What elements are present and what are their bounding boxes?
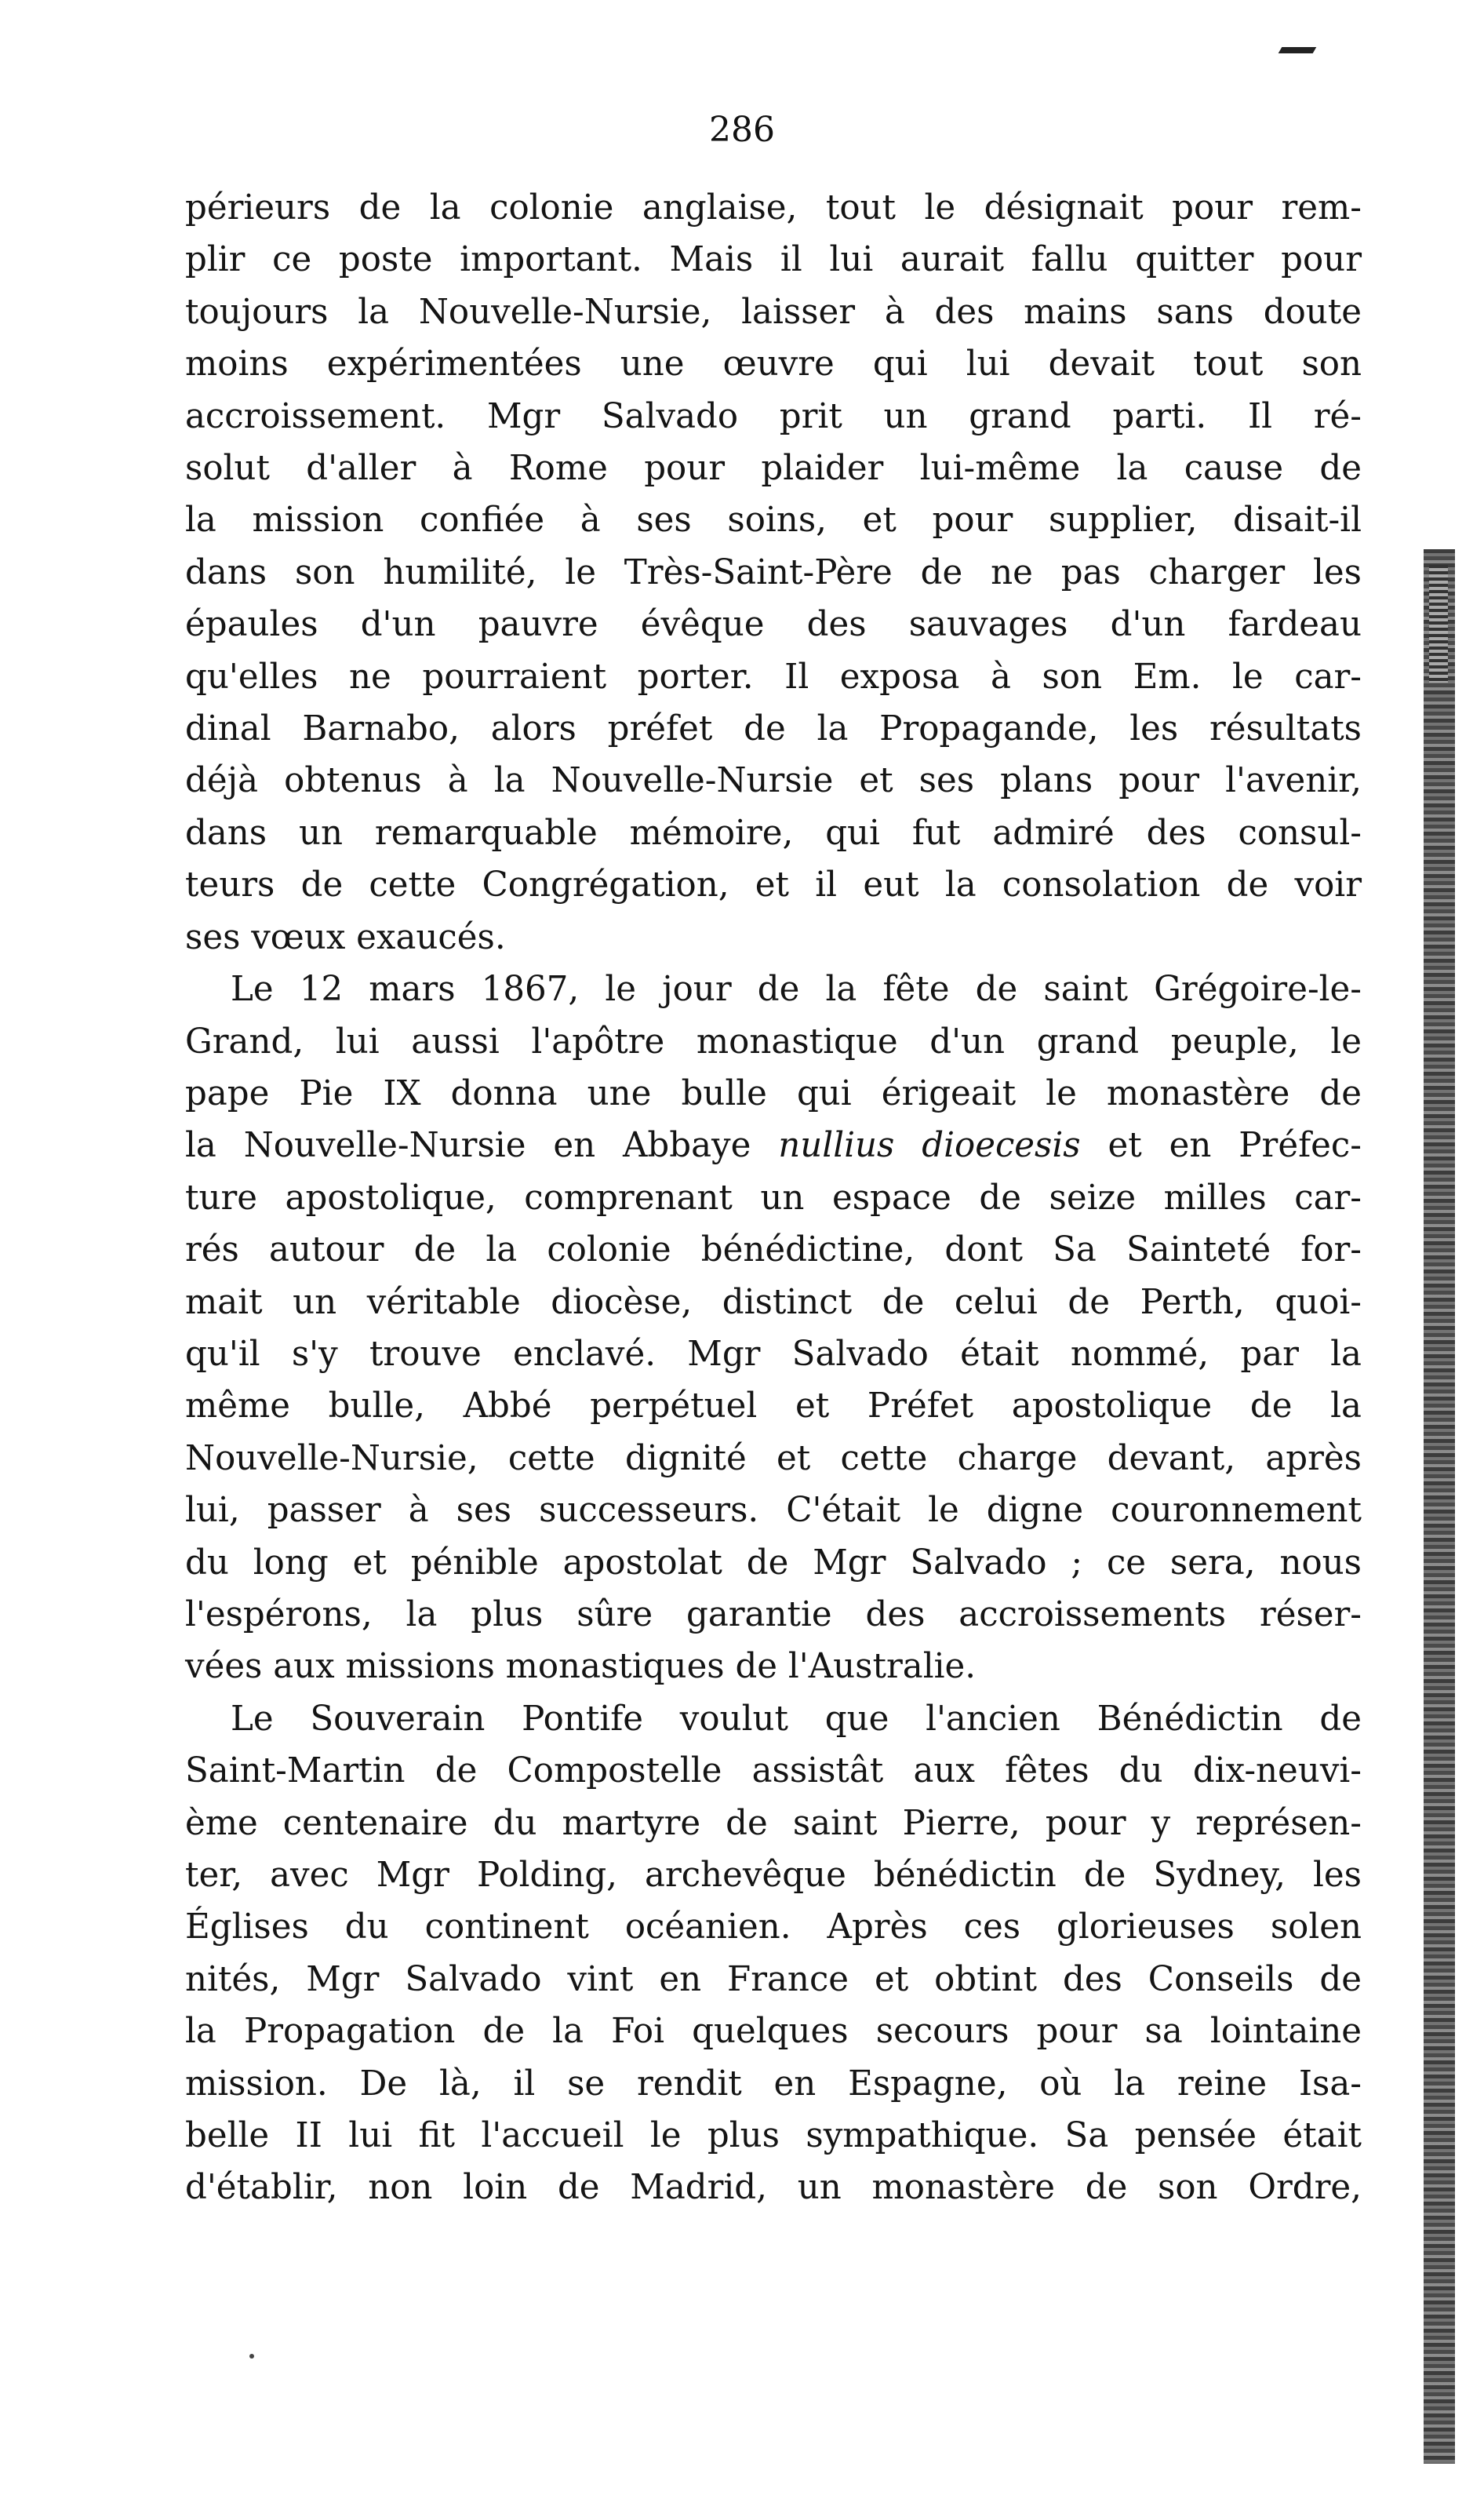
text-line: rés autour de la colonie bénédictine, dont Sa Sainteté for- (185, 1230, 1362, 1270)
text-line: même bulle, Abbé perpétuel et Préfet apostolique de la (185, 1386, 1362, 1426)
text-line: Églises du continent océanien. Après ces glorieuses solen (185, 1907, 1362, 1947)
text-line: ture apostolique, comprenant un espace de seize milles car- (185, 1178, 1362, 1218)
text-line: lui, passer à ses successeurs. C'était le digne couronnement (185, 1491, 1362, 1531)
text-line: mission. De là, il se rendit en Espagne, où la reine Isa- (185, 2064, 1362, 2104)
text-line: Grand, lui aussi l'apôtre monastique d'un grand peuple, le (185, 1022, 1362, 1062)
text-line: l'espérons, la plus sûre garantie des accroissements réser- (185, 1594, 1362, 1634)
page-edge-shadow-top (1429, 565, 1448, 683)
text-line: du long et pénible apostolat de Mgr Salvado ; ce sera, nous (185, 1543, 1362, 1583)
text-line: la Nouvelle-Nursie en Abbaye nullius dioecesis et en Préfec- (185, 1126, 1362, 1166)
text-line: Le 12 mars 1867, le jour de la fête de saint Grégoire-le- (231, 970, 1362, 1010)
text-line: solut d'aller à Rome pour plaider lui-même la cause de (185, 449, 1362, 489)
text-line: pape Pie IX donna une bulle qui érigeait le monastère de (185, 1073, 1362, 1113)
text-line: mait un véritable diocèse, distinct de celui de Perth, quoi- (185, 1282, 1362, 1322)
text-line: vées aux missions monastiques de l'Australie. (185, 1647, 977, 1687)
text-line: accroissement. Mgr Salvado prit un grand parti. Il ré- (185, 396, 1362, 436)
text-line: la mission confiée à ses soins, et pour supplier, disait-il (185, 501, 1362, 541)
text-line: ème centenaire du martyre de saint Pierre, pour y représen- (185, 1803, 1362, 1843)
text-line: épaules d'un pauvre évêque des sauvages d'un fardeau (185, 605, 1362, 645)
page-number: 286 (709, 110, 775, 150)
text-line: belle II lui fit l'accueil le plus sympathique. Sa pensée était (185, 2116, 1362, 2156)
text-line: la Propagation de la Foi quelques secours pour sa lointaine (185, 2012, 1362, 2052)
ink-speck (249, 2354, 254, 2359)
page-edge-shadow (1424, 549, 1455, 2464)
text-line: Nouvelle-Nursie, cette dignité et cette charge devant, après (185, 1438, 1362, 1478)
text-line: qu'elles ne pourraient porter. Il exposa à son Em. le car- (185, 657, 1362, 697)
text-line: plir ce poste important. Mais il lui aurait fallu quitter pour (185, 240, 1362, 280)
text-line: d'établir, non loin de Madrid, un monastère de son Ordre, (185, 2168, 1362, 2208)
text-line: moins expérimentées une œuvre qui lui devait tout son (185, 344, 1362, 384)
text-line: dans un remarquable mémoire, qui fut admiré des consul- (185, 813, 1362, 853)
italic-phrase: nullius dioecesis (778, 1126, 1081, 1166)
text-line: toujours la Nouvelle-Nursie, laisser à des mains sans doute (185, 292, 1362, 332)
text-line: teurs de cette Congrégation, et il eut la consolation de voir (185, 865, 1362, 905)
text-line: dans son humilité, le Très-Saint-Père de ne pas charger les (185, 552, 1362, 592)
text-line: périeurs de la colonie anglaise, tout le désignait pour rem- (185, 188, 1362, 228)
body-text (185, 182, 1362, 2214)
text-line: ses vœux exaucés. (185, 917, 506, 957)
text-line: déjà obtenus à la Nouvelle-Nursie et ses plans pour l'avenir, (185, 761, 1362, 801)
text-line: dinal Barnabo, alors préfet de la Propagande, les résultats (185, 709, 1362, 749)
text-line: nités, Mgr Salvado vint en France et obtint des Conseils de (185, 1959, 1362, 1999)
text-line: Saint-Martin de Compostelle assistât aux fêtes du dix-neuvi- (185, 1751, 1362, 1791)
text-line: qu'il s'y trouve enclavé. Mgr Salvado était nommé, par la (185, 1334, 1362, 1374)
ink-mark (1278, 47, 1317, 53)
text-line: ter, avec Mgr Polding, archevêque bénédictin de Sydney, les (185, 1856, 1362, 1895)
text-line: Le Souverain Pontife voulut que l'ancien Bénédictin de (231, 1699, 1362, 1739)
